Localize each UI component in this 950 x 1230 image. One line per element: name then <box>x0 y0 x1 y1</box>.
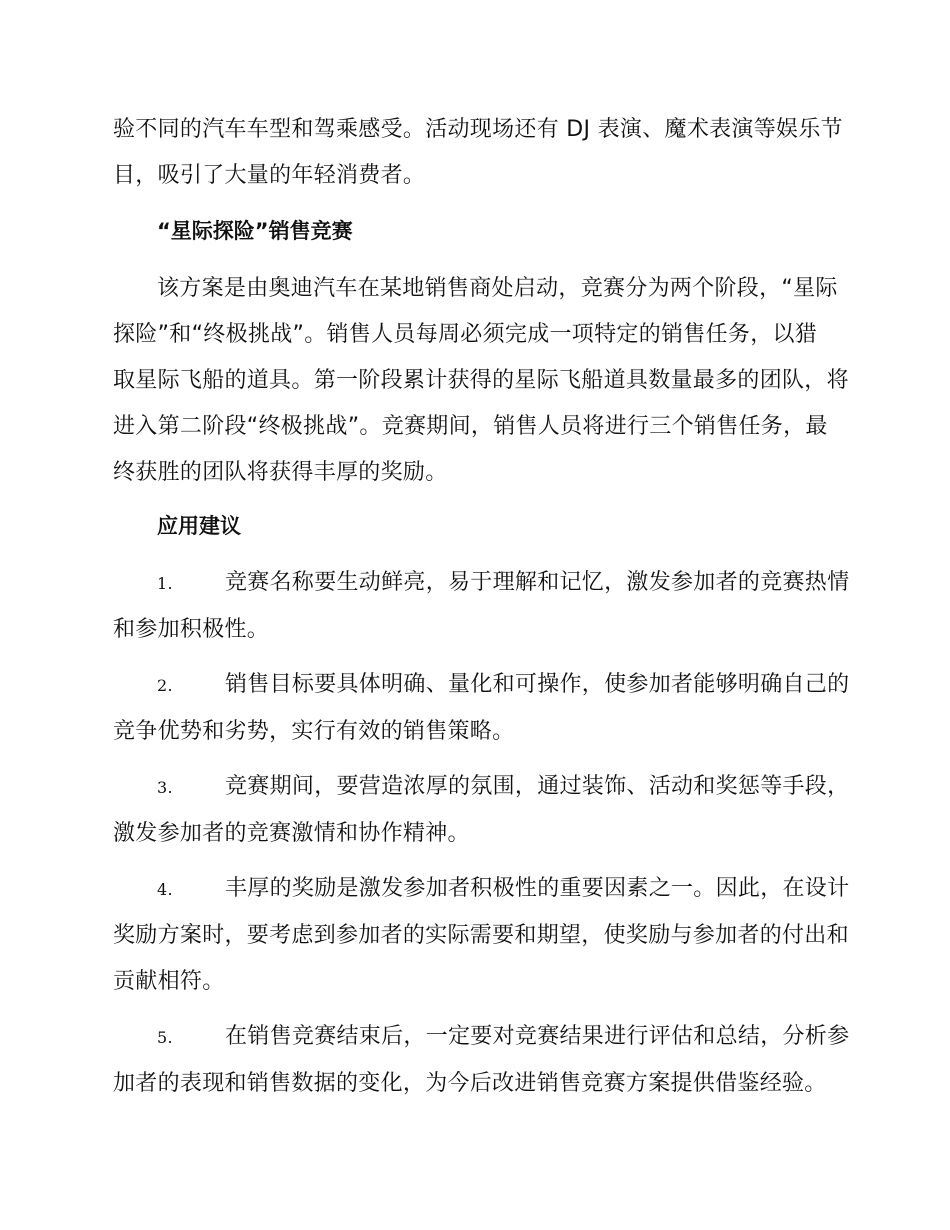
list-text: 奖励方案时，要考虑到参加者的实际需要和期望，使奖励与参加者的付出和 <box>113 923 849 948</box>
list-text: 贡献相符。 <box>113 969 225 994</box>
list-item <box>113 1014 850 1107</box>
text-line: 进入第二阶段“终极挑战”。竞赛期间，销售人员将进行三个销售任务，最 <box>113 414 828 439</box>
text-line: 取星际飞船的道具。第一阶段累计获得的星际飞船道具数量最多的团队，将 <box>113 368 849 393</box>
list-item <box>113 764 850 857</box>
text-line: 终获胜的团队将获得丰厚的奖励。 <box>113 460 448 485</box>
section-paragraph <box>113 266 849 496</box>
intro-paragraph <box>113 107 843 199</box>
list-item <box>113 560 850 653</box>
list-number: 5. <box>157 1028 173 1047</box>
list-text: 在销售竞赛结束后，一定要对竞赛结果进行评估和总结，分析参 <box>225 1024 850 1049</box>
text-line: 该方案是由奥迪汽车在某地销售商处启动，竞赛分为两个阶段，“星际 <box>157 276 838 301</box>
list-text: 竞赛名称要生动鲜亮，易于理解和记忆，激发参加者的竞赛热情 <box>225 570 850 595</box>
text-line: 验不同的汽车车型和驾乘感受。活动现场还有 DJ 表演、魔术表演等娱乐节 <box>113 117 843 142</box>
list-text: 销售目标要具体明确、量化和可操作，使参加者能够明确自己的 <box>225 672 850 697</box>
list-number: 1. <box>157 574 173 593</box>
section-heading-suggestions: 应用建议 <box>157 514 241 538</box>
list-item <box>113 866 850 1005</box>
text-line: 目，吸引了大量的年轻消费者。 <box>113 163 426 188</box>
list-text: 竞争优势和劣势，实行有效的销售策略。 <box>113 719 515 744</box>
list-number: 3. <box>157 778 173 797</box>
list-item <box>113 662 850 755</box>
list-number: 2. <box>157 676 173 695</box>
text-line: 探险”和“终极挑战”。销售人员每周必须完成一项特定的销售任务，以猎 <box>113 322 818 347</box>
list-text: 丰厚的奖励是激发参加者积极性的重要因素之一。因此，在设计 <box>225 876 850 901</box>
list-number: 4. <box>157 880 173 899</box>
list-text: 和参加积极性。 <box>113 617 270 642</box>
list-text: 加者的表现和销售数据的变化，为今后改进销售竞赛方案提供借鉴经验。 <box>113 1071 827 1096</box>
section-heading-star-adventure: “星际探险”销售竞赛 <box>157 219 353 243</box>
list-text: 竞赛期间，要营造浓厚的氛围，通过装饰、活动和奖惩等手段， <box>225 774 850 799</box>
list-text: 激发参加者的竞赛激情和协作精神。 <box>113 821 470 846</box>
